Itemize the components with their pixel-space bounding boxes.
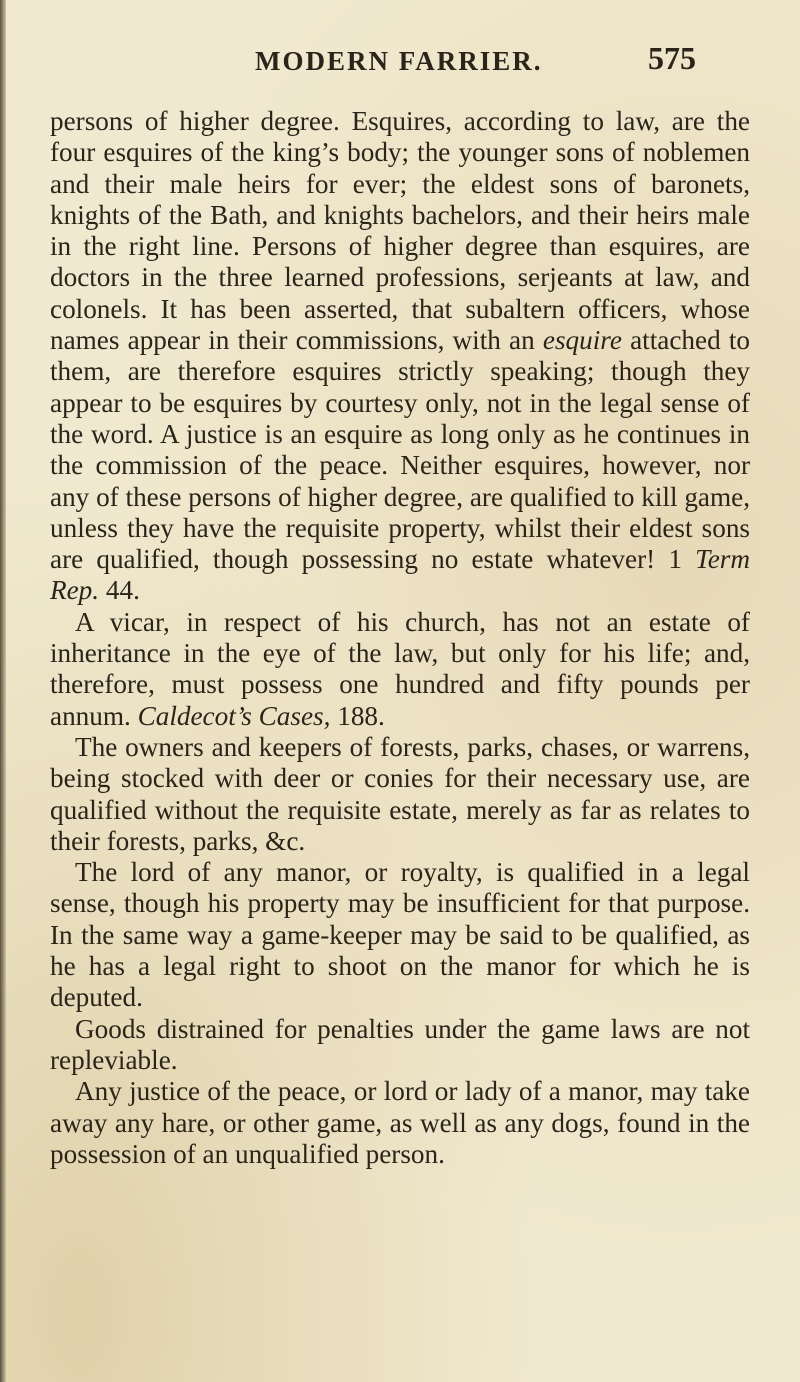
body-text bbox=[50, 106, 750, 1170]
paragraph-2 bbox=[50, 607, 750, 732]
citation: Term Rep. bbox=[50, 544, 750, 606]
paragraph-1-text-cont: attached to them, are therefore esquires strictly speaking; though they appear to be esquires by courtesy only, not in the legal sense of the word. A justice is an esquire as long only as he continues in the commission of the peace. Neither esquires, however, nor any of these persons of higher degree, are qualified to kill game, unless they have the requisite property, whilst their eldest sons are qualified, though possessing no estate whatever! 1 bbox=[50, 325, 750, 575]
running-title: MODERN FARRIER. bbox=[255, 46, 543, 76]
paragraph-6: Any justice of the peace, or lord or lady of a manor, may take away any hare, or other game, as well as any dogs, found in the possession of an unqualified person. bbox=[50, 1076, 750, 1169]
citation-number: 188. bbox=[330, 700, 385, 731]
page-number: 575 bbox=[648, 40, 696, 76]
paragraph-5: Goods distrained for penalties under the game laws are not repleviable. bbox=[50, 1013, 750, 1075]
paragraph-1 bbox=[50, 106, 750, 607]
paragraph-1-text: persons of higher degree. Esquires, according to law, are the four esquires of the king’s body; the younger sons of noblemen and their male heirs for ever; the eldest sons of baronets, knights of the Bath, and knights bachelors, and their heirs male in the right line. Persons of higher degree than esquires, are doctors in the three learned professions, serjeants at law, and colonels. It has been asserted, that subaltern officers, whose names appear in their commissions, with an bbox=[50, 106, 750, 356]
citation-number: 44. bbox=[99, 575, 140, 606]
page-gutter bbox=[0, 0, 6, 1382]
paragraph-4: The lord of any manor, or royalty, is qualified in a legal sense, though his property may be insufficient for that purpose. In the same way a game-keeper may be said to be qualified, as he has a legal right to shoot on the manor for which he is deputed. bbox=[50, 857, 750, 1013]
paragraph-3: The owners and keepers of forests, parks, chases, or warrens, being stocked with deer or conies for their necessary use, are qualified without the requisite estate, merely as far as relates to their forests, parks, &c. bbox=[50, 731, 750, 856]
paragraph-2-text: A vicar, in respect of his church, has not an estate of inheritance in the eye of the law, but only for his life; and, therefore, must possess one hundred and fifty pounds per annum. bbox=[50, 606, 750, 731]
running-head bbox=[0, 40, 800, 86]
citation: Caldecot’s Cases, bbox=[137, 700, 331, 731]
italic-term: esquire bbox=[542, 325, 622, 356]
